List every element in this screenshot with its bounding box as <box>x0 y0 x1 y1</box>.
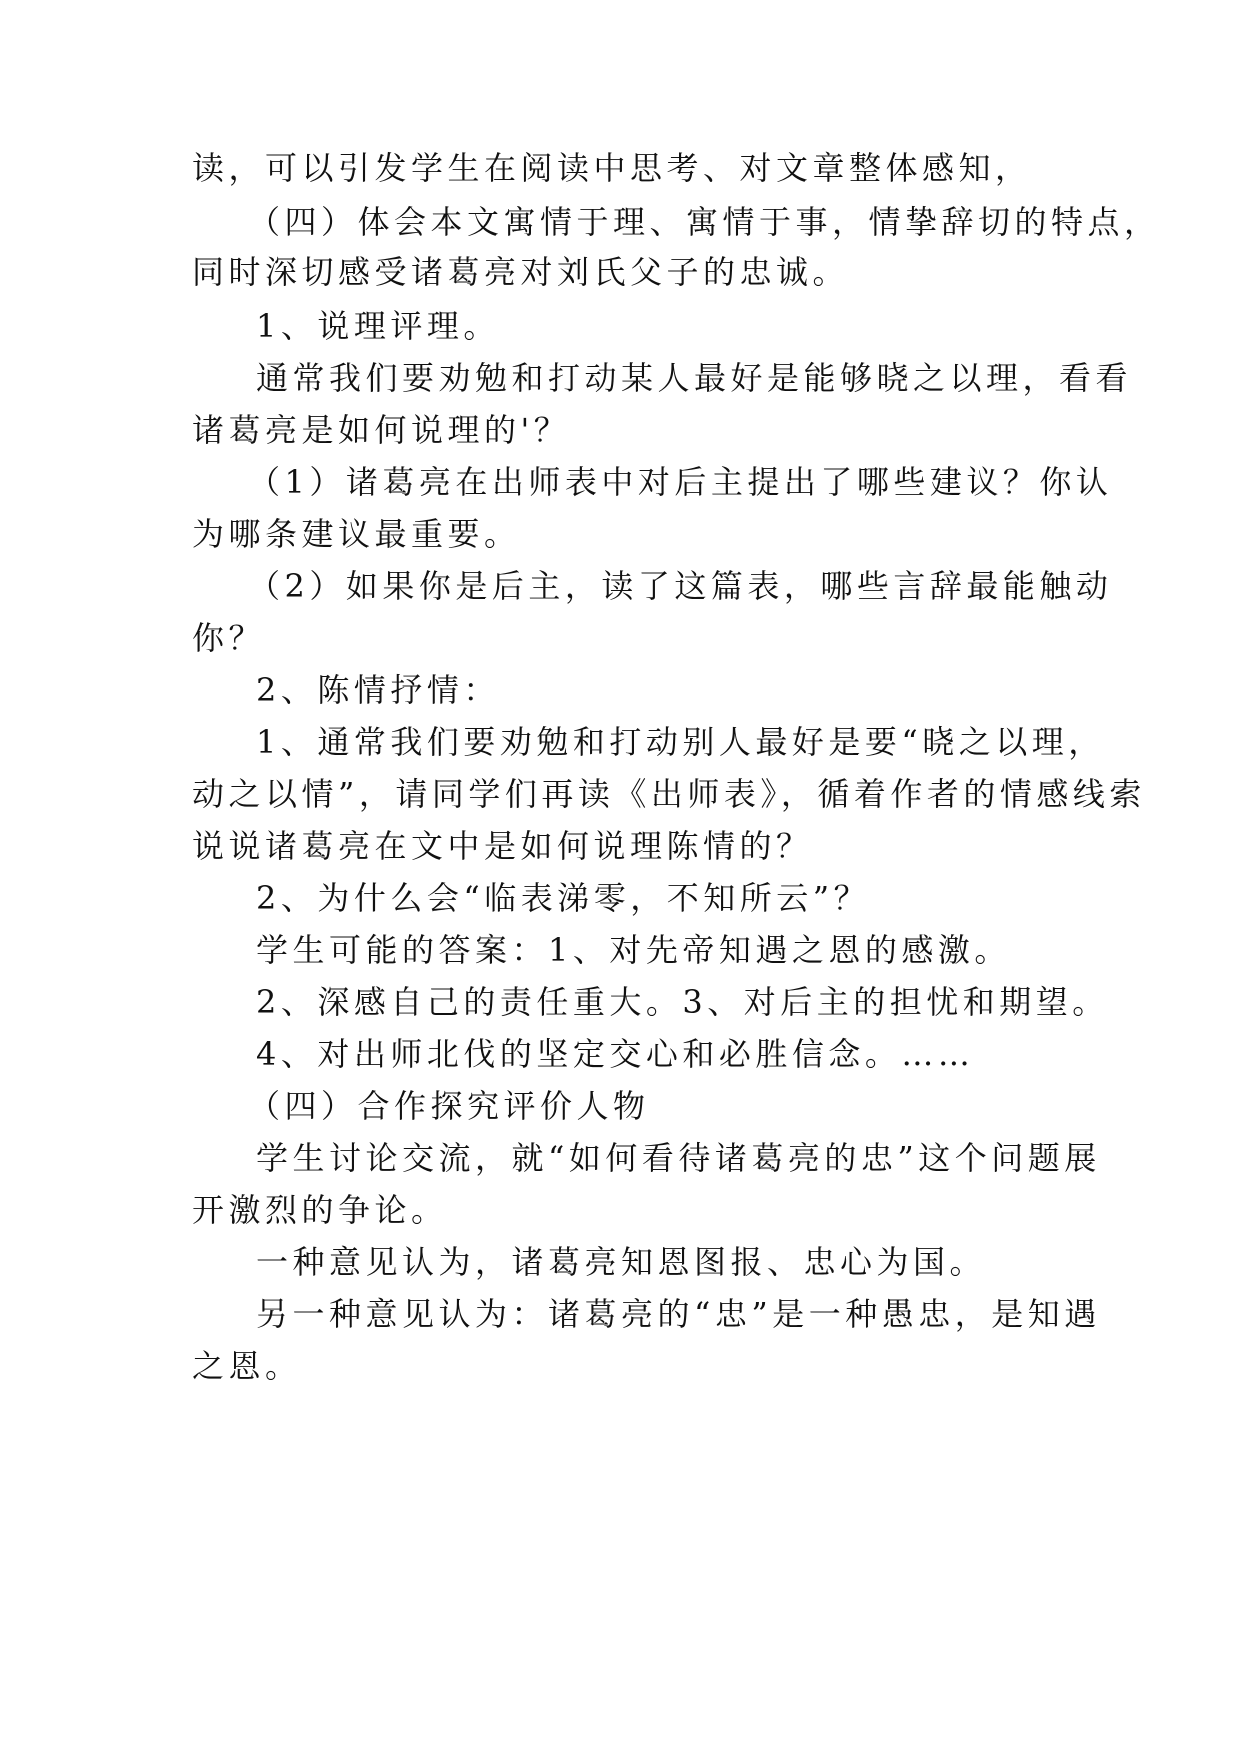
text-line: 为哪条建议最重要。 <box>192 515 521 553</box>
section-heading: （四）合作探究评价人物 <box>248 1087 650 1125</box>
paragraph-line: 学生可能的答案：1、对先帝知遇之恩的感激。 <box>256 931 1011 969</box>
question-line: （1）诸葛亮在出师表中对后主提出了哪些建议？你认 <box>248 463 1113 501</box>
text-line: 动之以情”，请同学们再读《出师表》，循着作者的情感线索 <box>192 775 1146 813</box>
paragraph-line: 1、通常我们要劝勉和打动别人最好是要“晓之以理， <box>256 723 1105 761</box>
section-heading: （四）体会本文寓情于理、寓情于事，情挚辞切的特点， <box>248 203 1161 241</box>
paragraph-line: 另一种意见认为：诸葛亮的“忠”是一种愚忠，是知遇 <box>256 1295 1101 1333</box>
text-line: 说说诸葛亮在文中是如何说理陈情的？ <box>192 827 813 865</box>
subsection-heading: 2、陈情抒情： <box>256 671 500 709</box>
subsection-heading: 1、说理评理。 <box>256 307 500 345</box>
text-line: 同时深切感受诸葛亮对刘氏父子的忠诚。 <box>192 253 850 291</box>
paragraph-line: 学生讨论交流，就“如何看待诸葛亮的忠”这个问题展 <box>256 1139 1101 1177</box>
paragraph-line: 2、为什么会“临表涕零，不知所云”？ <box>256 879 871 917</box>
text-line: 开激烈的争论。 <box>192 1191 448 1229</box>
paragraph-line: 一种意见认为，诸葛亮知恩图报、忠心为国。 <box>256 1243 987 1281</box>
text-line: 读，可以引发学生在阅读中思考、对文章整体感知， <box>192 149 1032 187</box>
question-line: （2）如果你是后主，读了这篇表，哪些言辞最能触动 <box>248 567 1113 605</box>
text-line: 你？ <box>192 619 266 657</box>
text-line: 诸葛亮是如何说理的'？ <box>192 411 571 449</box>
paragraph-line: 通常我们要劝勉和打动某人最好是能够晓之以理，看看 <box>256 359 1133 397</box>
paragraph-line: 4、对出师北伐的坚定交心和必胜信念。…… <box>256 1035 975 1073</box>
text-line: 之恩。 <box>192 1347 302 1385</box>
paragraph-line: 2、深感自己的责任重大。3、对后主的担忧和期望。 <box>256 983 1109 1021</box>
